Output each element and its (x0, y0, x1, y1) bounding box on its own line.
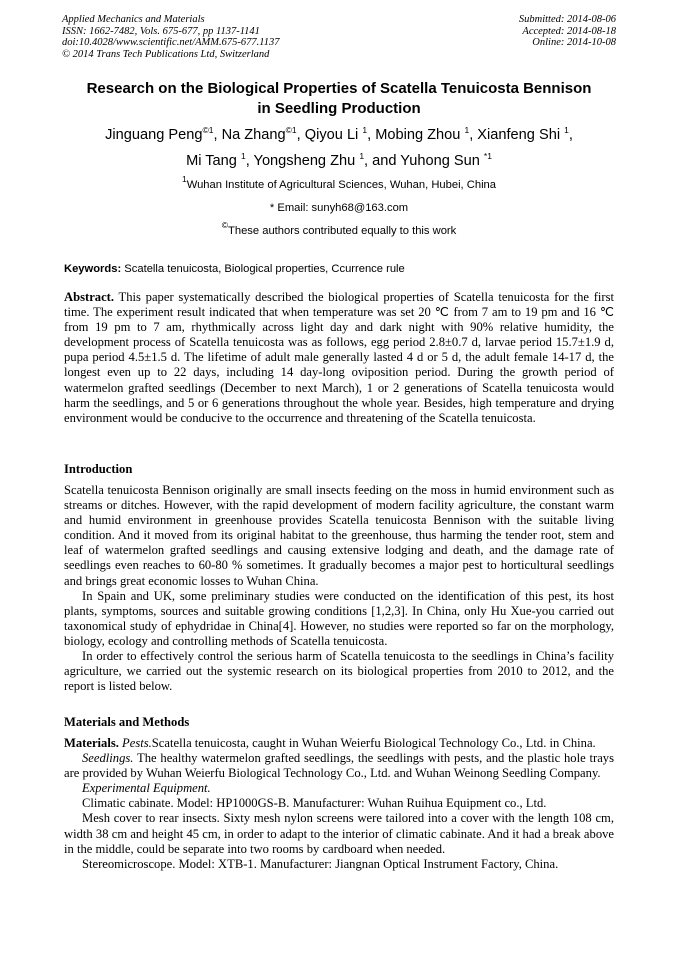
abstract (64, 290, 614, 426)
keywords-label: Keywords: (64, 263, 122, 275)
paper-title (40, 79, 638, 119)
seedlings-paragraph (64, 751, 614, 781)
equal-marker: © (221, 220, 229, 230)
mesh-cover-paragraph: Mesh cover to rear insects. Sixty mesh nylon screens were tailored into a cover with the length 108 cm, width 38 cm and height 45 cm, in order to adapt to the interior of climatic cabinate. And it had a break above in the middle, could be separate into two rooms by cardboard when needed. (64, 811, 614, 856)
abstract-label: Abstract. (64, 290, 115, 304)
title-line-1: Research on the Biological Properties of Scatella Tenuicosta Bennison (86, 80, 592, 97)
materials-label: Materials. (64, 736, 119, 750)
author-separator: , (568, 127, 573, 143)
intro-paragraph-3: In order to effectively control the serious harm of Scatella tenuicosta to the seedlings in China’s facility agriculture, we carried out the systemic research on its biological properties from 2010 to 2012, and the report is listed below. (64, 649, 614, 694)
journal-header-left (62, 14, 279, 60)
author-separator: , (367, 127, 376, 143)
author-name: Yuhong Sun (400, 153, 484, 169)
author-name: Xianfeng Shi (477, 127, 565, 143)
seedlings-text: The healthy watermelon grafted seedlings, the seedlings with pests, and the plastic hole trays are provided by Wuhan Weierfu Biological Technology Co., Ltd. and Wuhan Weinong Seedling Company. (64, 751, 614, 781)
online-date: Online: 2014-10-08 (532, 37, 616, 49)
introduction-heading: Introduction (64, 462, 133, 476)
intro-paragraph-1: Scatella tenuicosta Bennison originally are small insects feeding on the moss in humid environment such as streams or ditches. However, with the rapid development of modern facility agriculture, the constant warm and humid environment in greenhouse provides Scatella tenuicosta Bennison with the suitable living condition. And it moved from its original habitat to the greenhouse, thus harming the tender root, stem and leaf of watermelon grafted seedlings and causing extensive lodging and death, and the damage rate of seedlings even reaches to 60-80 % sometimes. It gradually becomes a major pest to horticultural seedlings and brings great economic losses to Wuhan China. (64, 483, 614, 588)
author-marker: ©1 (285, 125, 297, 135)
author-name: Yongsheng Zhu (253, 153, 360, 169)
author-separator: , (245, 153, 254, 169)
author-separator: , (213, 127, 222, 143)
methods-heading: Materials and Methods (64, 715, 190, 729)
author-separator: , (469, 127, 478, 143)
affiliation-text: Wuhan Institute of Agricultural Sciences, Wuhan, Hubei, China (186, 179, 496, 191)
pests-label: Pests. (118, 736, 152, 750)
journal-name: Applied Mechanics and Materials (62, 14, 205, 25)
author-separator: , and (364, 153, 401, 169)
climatic-cabinate-paragraph: Climatic cabinate. Model: HP1000GS-B. Manufacturer: Wuhan Ruihua Equipment co., Ltd. (82, 796, 547, 811)
abstract-text: This paper systematically described the biological properties of Scatella tenuicosta for the first time. The experiment result indicated that when temperature was set 20 ℃ from 7 am to 19 pm and 16 ℃ from 19 pm to 7 am, rhythmically across light day and dark night with 90% relative humidity, the development process of Scatella tenuicosta was as follows, egg period 2.8±0.7 d, larvae period 15.7±1.9 d, pupa period 4.5±1.5 d. The lifetime of adult male generally lasted 4 d or 5 d, the adult female 14-17 d, the longest even up to 22 days, including 14 day-long oviposition period. During the growth period of watermelon grafted seedlings (December to next March), 1 or 2 generations of Scatella tenuicosta would harm the seedlings, and 5 or 6 generations throughout the whole year. Besides, high temperature and drying environment would be conducive to the occurrence and threatening of the Scatella tenuicosta. (64, 290, 614, 425)
doi-line: doi:10.4028/www.scientific.net/AMM.675-677.1137 (62, 37, 280, 49)
abstract-paragraph (64, 290, 614, 426)
equipment-heading (64, 781, 614, 796)
introduction-body (64, 483, 614, 694)
author-marker: 1 (362, 125, 368, 135)
author-separator: , (296, 127, 305, 143)
copyright-line: © 2014 Trans Tech Publications Ltd, Switzerland (62, 48, 270, 60)
author-name: Mobing Zhou (375, 127, 465, 143)
author-list (30, 122, 648, 174)
methods-body (64, 736, 614, 872)
stereomicroscope-paragraph: Stereomicroscope. Model: XTB-1. Manufacturer: Jiangnan Optical Instrument Factory, China. (82, 856, 559, 871)
seedlings-label: Seedlings. (82, 751, 134, 766)
issn-line: ISSN: 1662-7482, Vols. 675-677, pp 1137-1141 (62, 25, 260, 37)
author-marker: 1 (359, 151, 365, 161)
author-name: Na Zhang (221, 127, 286, 143)
author-line-1 (30, 122, 648, 148)
equal-contribution-note (30, 220, 648, 238)
accepted-date: Accepted: 2014-08-18 (522, 25, 616, 37)
title-line-2: in Seedling Production (257, 100, 421, 117)
author-marker: *1 (483, 151, 492, 161)
affiliation (30, 174, 648, 192)
materials-paragraph (64, 736, 614, 751)
equal-text: These authors contributed equally to this work (228, 225, 457, 237)
author-name: Qiyou Li (304, 127, 363, 143)
author-marker: 1 (240, 151, 246, 161)
pests-text: Scatella tenuicosta, caught in Wuhan Weierfu Biological Technology Co., Ltd. in China. (151, 736, 596, 750)
submitted-date: Submitted: 2014-08-06 (518, 14, 616, 25)
author-line-2 (30, 148, 648, 174)
journal-header-right (519, 14, 616, 49)
author-name: Jinguang Peng (105, 127, 203, 143)
equipment-label: Experimental Equipment. (82, 781, 211, 796)
affiliation-marker: 1 (181, 174, 187, 184)
intro-paragraph-2: In Spain and UK, some preliminary studies were conducted on the identification of this pest, its host plants, symptoms, sources and suitable growing conditions [1,2,3]. In China, only Hu Xue-you carried out taxonomical study of ephydridae in China[4]. However, no studies were reported so far on the morphology, biology, ecology and controlling methods of Scatella tenuicosta. (64, 588, 614, 648)
keywords (64, 262, 614, 276)
corresponding-email: * Email: sunyh68@163.com (269, 202, 409, 214)
author-marker: ©1 (202, 125, 214, 135)
keywords-text: Scatella tenuicosta, Biological properties, Ccurrence rule (121, 263, 405, 275)
author-name: Mi Tang (186, 153, 241, 169)
author-marker: 1 (564, 125, 569, 135)
author-marker: 1 (464, 125, 470, 135)
